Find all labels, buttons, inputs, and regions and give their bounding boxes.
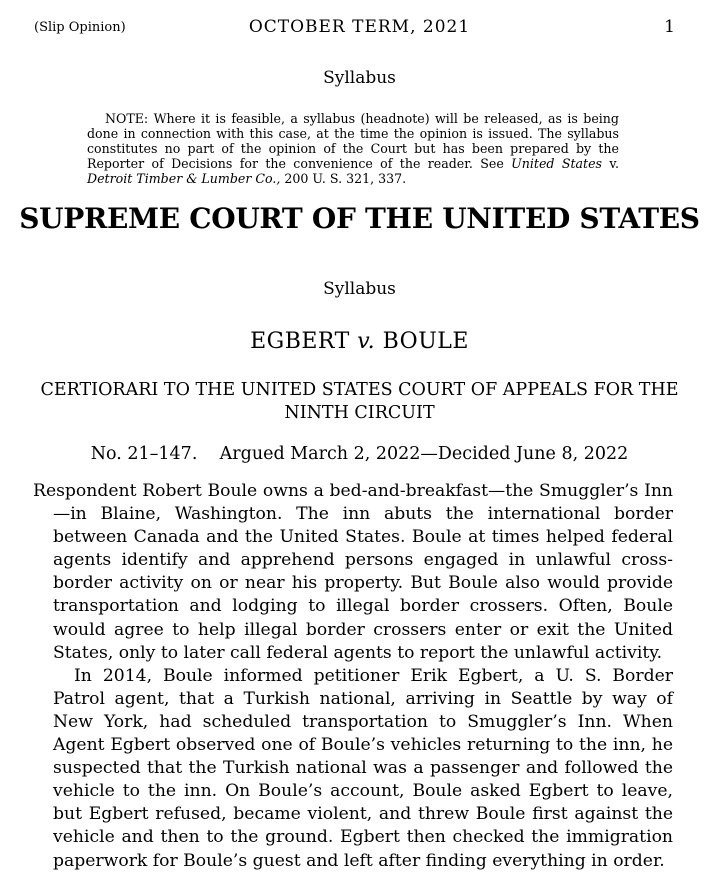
note-text: NOTE: Where it is feasible, a syllabus (headnote) will be released, as is being done in connection with this case, at the time the opinion is issued. The syllabus constitutes no part of the opinion of the Court but has been prepared by the Reporter of Decisions for the convenience of the reader. See	[87, 111, 619, 171]
syllabus-label: Syllabus	[323, 279, 396, 299]
syllabus-paragraph-2: In 2014, Boule informed petitioner Erik Egbert, a U. S. Border Patrol agent, that a Turkish national, arriving in Seattle by way of New York, had scheduled transportation to Smuggler’s Inn. When Agent Egbert observed one of Boule’s vehicles returning to the inn, he suspected that the Turkish national was a passenger and followed the vehicle to the inn. On Boule’s account, Boule asked Egbert to leave, but Egbert refused, became violent, and threw Boule first against the vehicle and then to the ground. Egbert then checked the immigration paperwork for Boule’s guest and left after finding everything in order.	[53, 665, 673, 871]
slip-opinion-label: (Slip Opinion)	[34, 20, 126, 35]
headnote-notice	[87, 111, 619, 186]
note-citation-case-a: United States	[511, 156, 602, 171]
note-citation-v: v.	[602, 156, 619, 171]
page-number: 1	[664, 17, 675, 37]
syllabus-body	[33, 480, 673, 873]
case-title	[0, 329, 719, 354]
syllabus-label-top: Syllabus	[323, 68, 396, 88]
petitioner-name: EGBERT	[250, 329, 350, 354]
docket-line: No. 21–147. Argued March 2, 2022—Decided June 8, 2022	[90, 444, 629, 464]
term-heading: OCTOBER TERM, 2021	[248, 17, 471, 37]
court-name: SUPREME COURT OF THE UNITED STATES	[19, 202, 700, 235]
respondent-name: BOULE	[382, 329, 469, 354]
certiorari-heading: CERTIORARI TO THE UNITED STATES COURT OF APPEALS FOR THE NINTH CIRCUIT	[40, 380, 679, 423]
note-citation-rest: 200 U. S. 321, 337.	[280, 171, 407, 186]
versus-label: v.	[357, 329, 376, 354]
syllabus-paragraph-1: Respondent Robert Boule owns a bed-and-breakfast—the Smuggler’s Inn—in Blaine, Washington. The inn abuts the international border between Canada and the United States. Boule at times helped federal agents identify and apprehend persons engaged in unlawful cross-border activity on or near his property. But Boule also would provide transportation and lodging to illegal border crossers. Often, Boule would agree to help illegal border crossers enter or exit the United States, only to later call federal agents to report the unlawful activity.	[33, 481, 673, 663]
note-citation-case-b: Detroit Timber & Lumber Co.,	[87, 171, 281, 186]
